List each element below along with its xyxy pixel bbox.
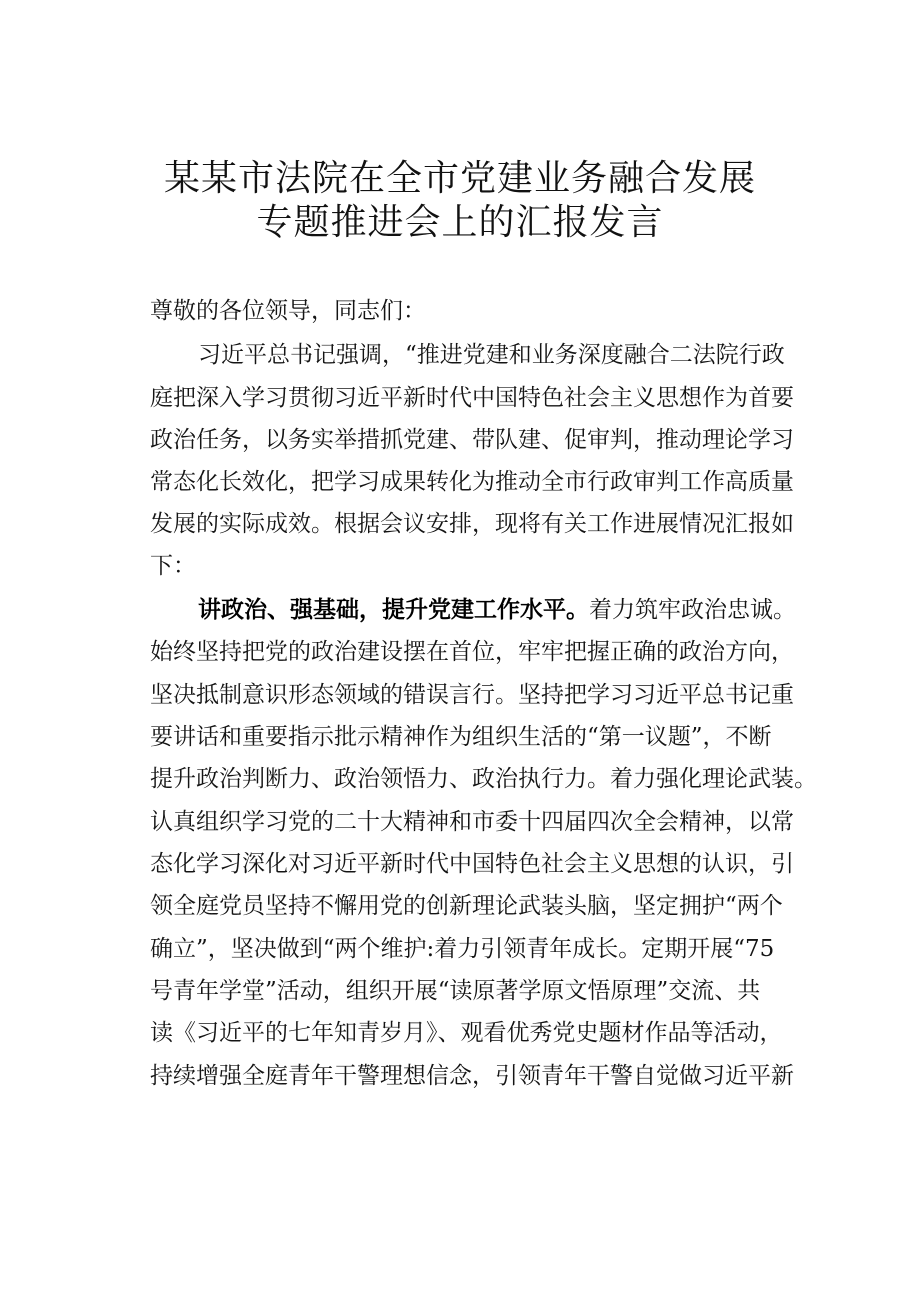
- section-1-first-line-text: 着力筑牢政治忠诚。: [589, 597, 796, 623]
- section-1-line: 领全庭党员坚持不懈用党的创新理论武装头脑，坚定拥护“两个: [150, 893, 783, 919]
- section-1-line: 确立”，坚决做到“两个维护:着力引领青年成长。定期开展“75: [150, 936, 775, 962]
- intro-paragraph-line: 庭把深入学习贯彻习近平新时代中国特色社会主义思想作为首要: [150, 385, 794, 411]
- intro-paragraph-line: 下：: [150, 553, 196, 579]
- section-1-line: 要讲话和重要指示批示精神作为组织生活的“第一议题”，不断: [150, 724, 772, 750]
- section-1-line: 持续增强全庭青年干警理想信念，引领青年干警自觉做习近平新: [150, 1063, 794, 1089]
- salutation: 尊敬的各位领导，同志们：: [150, 298, 426, 324]
- section-1-line: 读《习近平的七年知青岁月》、观看优秀党史题材作品等活动，: [150, 1020, 783, 1046]
- intro-paragraph-line: 常态化长效化，把学习成果转化为推动全市行政审判工作高质量: [150, 469, 794, 495]
- section-1-line: 坚决抵制意识形态领域的错误言行。坚持把学习习近平总书记重: [150, 682, 794, 708]
- document-title-line-1: 某某市法院在全市党建业务融合发展: [163, 158, 756, 199]
- section-1-line: 始终坚持把党的政治建设摆在首位，牢牢把握正确的政治方向，: [150, 639, 794, 665]
- section-1-heading: 讲政治、强基础，提升党建工作水平。: [198, 596, 589, 623]
- intro-paragraph-line: 政治任务，以务实举措抓党建、带队建、促审判，推动理论学习: [150, 427, 794, 453]
- document-title-line-2: 专题推进会上的汇报发言: [256, 202, 664, 243]
- section-1-line: 态化学习深化对习近平新时代中国特色社会主义思想的认识，引: [150, 851, 794, 877]
- section-1-line: 提升政治判断力、政治领悟力、政治执行力。着力强化理论武装。: [150, 766, 817, 792]
- intro-paragraph-line: 习近平总书记强调，“推进党建和业务深度融合二法院行政: [198, 342, 785, 368]
- section-1-first-line: [198, 595, 796, 625]
- intro-paragraph-line: 发展的实际成效。根据会议安排，现将有关工作进展情况汇报如: [150, 511, 794, 537]
- section-1-line: 号青年学堂”活动，组织开展“读原著学原文悟原理”交流、共: [150, 978, 761, 1004]
- section-1-line: 认真组织学习党的二十大精神和市委十四届四次全会精神，以常: [150, 809, 794, 835]
